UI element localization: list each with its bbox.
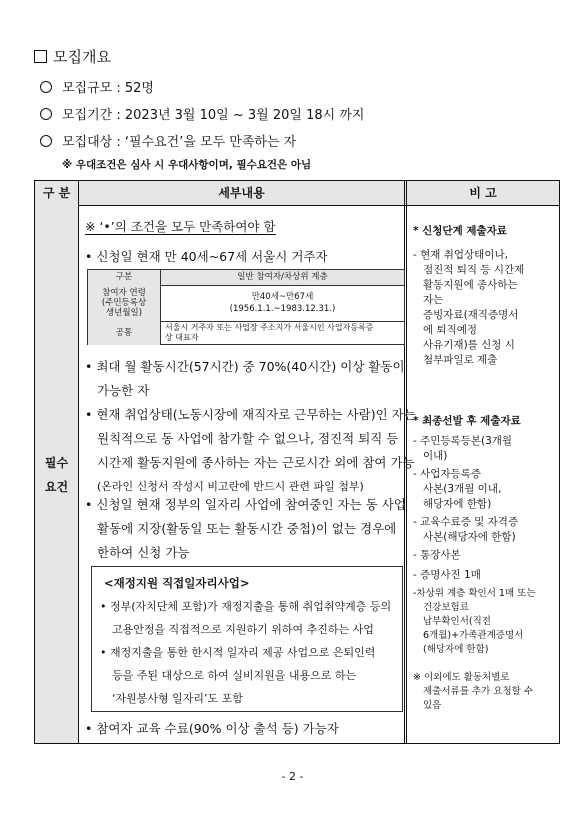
- detail-item-employed-cont: 원칙적으로 동 사업에 참가할 수 없으나, 점진적 퇴직 등: [97, 431, 399, 446]
- eligibility-subtable: [87, 269, 405, 345]
- remarks-title-final: * 최종선발 후 제출자료: [413, 415, 521, 427]
- detail-item-employed-cont: 시간제 활동지원에 종사하는 자는 근로시간 외에 참여 가능: [97, 455, 415, 470]
- detail-item-hours-cont: 가능한 자: [97, 383, 150, 398]
- remarks-line: - 증명사진 1매: [413, 569, 481, 581]
- remarks-line: 에 퇴직예정: [423, 324, 478, 336]
- remarks-line: 점진적 퇴직 등 시간제: [423, 264, 525, 276]
- subtable-row-age: [88, 285, 404, 322]
- requirements-table: [34, 180, 560, 744]
- box-line: • 재정지출을 통한 한시적 일자리 제공 사업으로 은퇴인력: [100, 646, 376, 659]
- remarks-line: 건강보험료: [423, 602, 469, 613]
- detail-item-hours: • 최대 월 활동시간(57시간) 중 70%(40시간) 이상 활동이: [85, 359, 405, 374]
- subtable-header-group: 일반 참여자/차상위 계층: [161, 270, 404, 285]
- category-label: 필수 요건: [44, 456, 69, 494]
- box-line: 고용안정을 직접적으로 지원하기 위하여 추진하는 사업: [112, 623, 374, 636]
- page-number: - 2 -: [281, 770, 304, 783]
- remarks-line: 사유기재)를 신청 시: [423, 339, 515, 351]
- remarks-line: 사본(해당자에 한함): [423, 531, 516, 543]
- note: ※ 우대조건은 심사 시 우대사항이며, 필수요건은 아님: [62, 159, 312, 171]
- remarks-line: 이내): [423, 450, 448, 462]
- subtable-age-value: 만40세~만67세 (1956.1.1.~1983.12.31.): [229, 292, 336, 314]
- detail-item-gov-job: • 신청일 현재 정부의 일자리 사업에 참여중인 자는 동 사업: [85, 497, 406, 512]
- box-line: ‘자원봉사형 일자리’도 포함: [112, 692, 243, 705]
- box-line: 등을 주된 대상으로 하여 실비지원을 내용으로 하는: [112, 669, 357, 682]
- circle-bullet-icon: [40, 135, 52, 147]
- box-line: • 정부(자치단체 포함)가 재정지출을 통해 취업취약계층 등의: [100, 600, 392, 613]
- subtable-common-value: 서울시 거주자 또는 사업장 주소지가 서울시인 사업자등록증 상 대표자: [165, 323, 374, 342]
- header-detail: 세부내용: [218, 186, 265, 200]
- detail-item-employed: • 현재 취업상태(노동시장에 재직자로 근무하는 사람)인 자는: [85, 407, 416, 422]
- remarks-line: -차상위 계층 확인서 1매 또는: [413, 588, 536, 599]
- detail-item-gov-job-cont: 활동에 지장(활동일 또는 활동시간 중첩)이 없는 경우에: [97, 521, 397, 536]
- detail-item-employed-note: (온라인 신청서 작성시 비고란에 반드시 관련 파일 첨부): [97, 480, 364, 493]
- detail-item-age: • 신청일 현재 만 40세~67세 서울시 거주자: [85, 249, 328, 264]
- remarks-line: 있음: [423, 700, 442, 711]
- circle-bullet-icon: [40, 108, 52, 120]
- bullet-recruit-size: 모집규모 : 52명: [40, 77, 154, 96]
- remarks-line: 자는: [423, 294, 444, 306]
- remarks-line: 활동지원에 종사하는: [423, 279, 518, 291]
- remarks-line: 제출서류를 추가 요청할 수: [423, 686, 534, 697]
- header-category: 구 분: [42, 186, 71, 200]
- remarks-line: - 사업자등록증: [413, 468, 481, 480]
- remarks-title-apply: * 신청단계 제출자료: [413, 225, 507, 237]
- remarks-line: 사본(3개월 이내,: [423, 483, 502, 495]
- remarks-line: - 교육수료증 및 자격증: [413, 516, 519, 528]
- square-bullet-icon: [34, 50, 47, 63]
- box-title: <재정지원 직접일자리사업>: [104, 576, 250, 590]
- section-title: 모집개요: [34, 46, 111, 67]
- detail-intro: ※ ‘•’의 조건을 모두 만족하여야 함: [85, 219, 276, 234]
- remarks-line: (해당자에 한함): [423, 644, 489, 655]
- bullet-recruit-period: 모집기간 : 2023년 3월 10일 ~ 3월 20일 18시 까지: [40, 104, 364, 123]
- remarks-line: 증빙자료(재직증명서: [423, 309, 519, 321]
- remarks-line: - 현재 취업상태이나,: [413, 249, 508, 261]
- subtable-row-common: [88, 321, 404, 345]
- detail-item-gov-job-cont: 한하여 신청 가능: [97, 545, 190, 560]
- detail-item-education: • 참여자 교육 수료(90% 이상 출석 등) 가능자: [85, 721, 339, 736]
- fiscal-support-box: [91, 566, 403, 712]
- remarks-line: 첨부파일로 제출: [423, 354, 498, 366]
- header-remarks: 비 고: [469, 186, 497, 200]
- remarks-line: 6개월)+가족관계증명서: [423, 630, 524, 641]
- divider: [78, 181, 79, 743]
- remarks-line: - 주민등록등본(3개월: [413, 435, 513, 447]
- remarks-line: 해당자에 한함): [423, 498, 492, 510]
- circle-bullet-icon: [40, 81, 52, 93]
- subtable-header-row: [88, 270, 404, 286]
- subtable-age-label: 참여자 연령 (주민등록상 생년월일): [88, 285, 161, 321]
- remarks-line: 납부확인서(직전: [423, 616, 491, 627]
- subtable-common-label: 공통: [88, 321, 161, 345]
- remarks-line: ※ 이외에도 활동처별로: [413, 672, 510, 683]
- subtable-header-category: 구분: [88, 270, 161, 285]
- bullet-recruit-target: 모집대상 : ‘필수요건’을 모두 만족하는 자: [40, 131, 296, 150]
- remarks-line: - 통장사본: [413, 549, 461, 561]
